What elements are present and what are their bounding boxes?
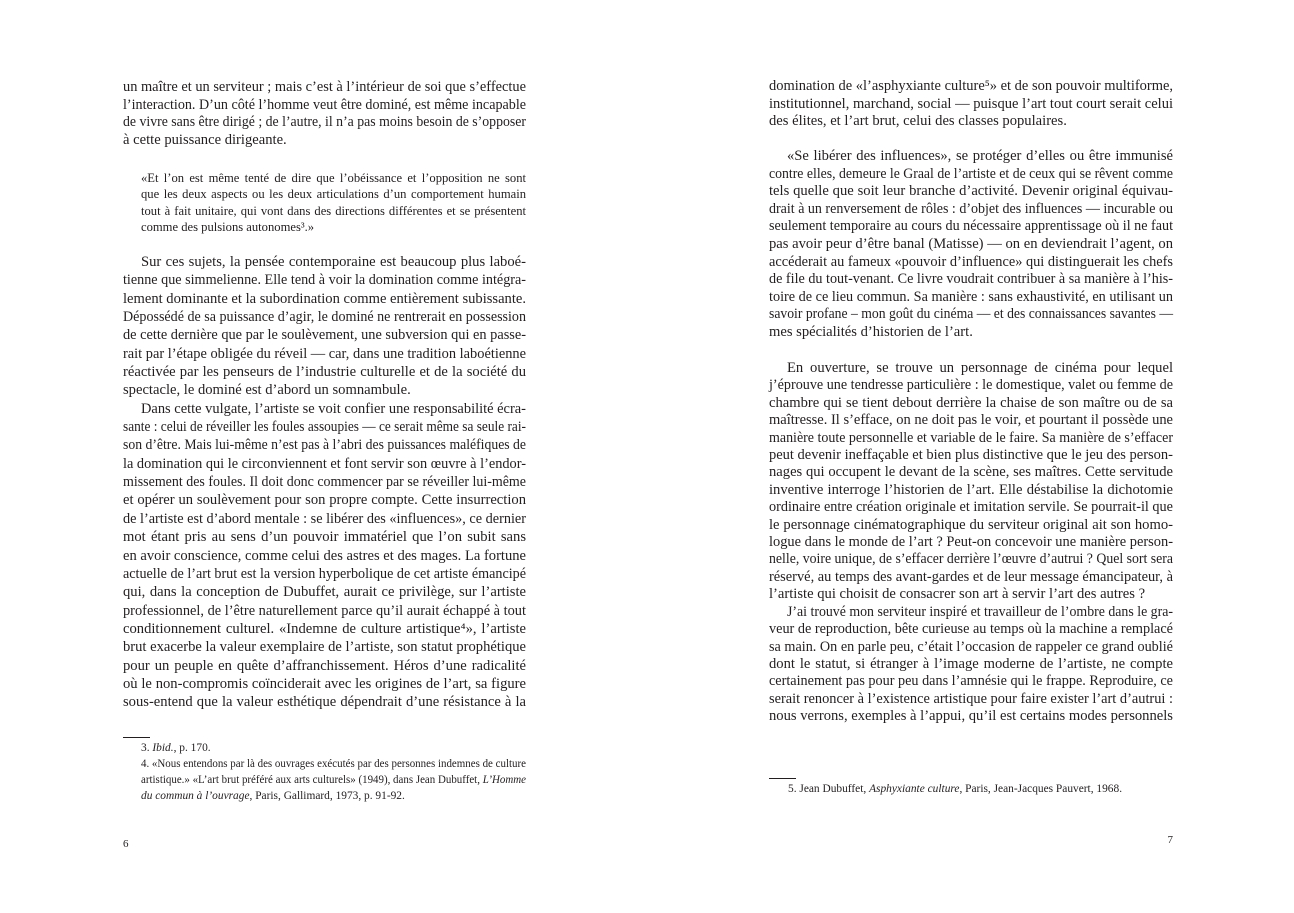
italic-title: du commun à l’ouvrage [141,790,250,802]
line-text: réactivée par les penseurs de l’industrie culturelle et de la société du [123,364,526,381]
text-line [769,113,1173,131]
text-line [123,528,526,546]
line-text: En ouverture, se trouve un personnage de cinéma pour lequel [787,360,1173,376]
text-line [123,114,526,132]
main-text [769,360,1173,726]
line-text: de l’artiste est d’abord mentale : se libérer des «influences», ce dernier [123,510,526,527]
line-text: tout à fait unitaire, qui vont dans des directions différentes et se présentent [141,203,526,218]
text-segment: , p. 170. [173,742,211,754]
text-line [769,271,1173,289]
text-line [769,218,1173,236]
line-text: certainement pas pour peu dans l’amnésie qui le frappe. Reproduire, ce [769,673,1173,690]
text-line [769,447,1173,464]
text-line [123,638,526,656]
text-line [123,620,526,638]
text-line [769,639,1173,656]
text-line [769,656,1173,673]
text-line [123,308,526,326]
text-line [123,400,526,418]
text-line [769,96,1173,114]
influences-paragraph [769,148,1173,342]
text-line [769,708,1173,725]
text-line [123,418,526,436]
line-text: accéderait au fameux «pouvoir d’influence» qui distinguerait les chefs [769,253,1173,270]
text-line [123,345,526,363]
line-text: missement des foules. Il doit donc commencer par se réveiller lui-même [123,474,526,491]
line-text: l’artiste qui choisit de consacrer son art à servir l’art des autres ? [769,586,1146,603]
text-line [123,271,526,289]
line-text: comme des pulsions autonomes³.» [141,219,315,234]
line-text: conditionnement culturel. «Indemne de culture artistique⁴», l’artiste [123,620,526,637]
line-text: nous verrons, exemples à l’appui, qu’il est certains modes personnels [769,708,1173,725]
right-page [647,0,1294,913]
text-line [123,290,526,308]
text-line [769,586,1173,603]
text-line [123,326,526,344]
text-line [769,306,1173,324]
text-segment: , Paris, Gallimard, 1973, p. 91-92. [249,790,405,802]
text-line [769,517,1173,534]
text-line [123,510,526,528]
text-line [769,430,1173,447]
line-text: et opérer un soulèvement pour son propre compte. Cette insurrection [123,492,526,509]
line-text: mot étant pris au sens d’un pouvoir immatériel que l’on subit sans [123,529,526,546]
text-line [123,436,526,454]
text-line [769,604,1173,621]
text-line [123,657,526,675]
text-line [769,78,1173,96]
text-segment: 4. «Nous entendons par là des ouvrages exécutés par des personnes indemnes de culture [141,758,526,770]
text-line [123,253,526,271]
text-line [141,170,526,186]
line-text: inventive interroge l’historien de l’art. Elle déstabilise la dichotomie [769,481,1173,498]
text-segment: 5. Jean Dubuffet, [788,783,870,795]
text-line [123,693,526,711]
italic-title: L’Homme [482,774,526,786]
text-line [123,491,526,509]
text-line [769,183,1173,201]
line-text: la domination qui le circonviennent et font servir son œuvre à l’endor- [123,455,526,472]
page-number: 7 [1167,834,1173,846]
text-line [123,455,526,473]
line-text: pour un peuple en quête d’affranchissement. Héros d’une radicalité [123,657,526,674]
text-line [769,673,1173,690]
line-text: à cette puissance dirigeante. [123,132,287,149]
line-text: tels quelle que soit leur branche d’activité. Devenir original équivau- [769,183,1173,200]
text-line [769,621,1173,638]
footnote-line [141,772,526,788]
text-line [769,482,1173,499]
text-line [769,551,1173,568]
text-line [123,363,526,381]
line-text: institutionnel, marchand, social — puisque l’art tout court serait celui [769,95,1173,112]
footnote-line [141,788,526,804]
line-text: maîtresse. Il s’efface, on ne doit pas le voir, et pourtant il possède une [769,412,1173,429]
line-text: actuelle de l’art brut est la version hyperbolique de cet artiste émancipé [123,565,526,582]
line-text: Dépossédé de sa puissance d’agir, le dominé ne rentrerait en possession [123,309,526,326]
page-number: 6 [123,838,129,850]
line-text: pas avoir peur d’être banal (Matisse) — on en deviendrait l’agent, on [769,235,1173,252]
line-text: veur de reproduction, bête curieuse au temps où la machine a remplacé [769,621,1173,638]
footnote-line [141,740,526,756]
line-text: seulement temporaire au cours du nécessaire apprentissage où il ne faut [769,218,1173,235]
line-text [141,756,526,772]
opening-paragraph [123,79,526,150]
text-line [769,464,1173,481]
line-text: de file du tout-venant. Ce livre voudrait contribuer à sa manière à l’his- [769,271,1173,288]
line-text: contre elles, demeure le Graal de l’artiste et de ceux qui se rêvent comme [769,165,1173,182]
text-line [769,360,1173,377]
line-text [788,781,1122,797]
text-line [123,79,526,97]
line-text: brut exacerbe la valeur exemplaire de l’artiste, son statut prophétique [123,639,526,656]
text-line [769,166,1173,184]
text-line [769,289,1173,307]
line-text: «Se libérer des influences», se protéger d’elles ou être immunisé [787,148,1173,164]
line-text [141,772,526,788]
line-text: que les deux aspects ou les deux articulations d’un comportement humain [141,187,526,202]
line-text: drait à un renversement de rôles : d’objet des influences — incurable ou [769,200,1173,217]
line-text: le personnage cinématographique du serviteur original ait son homo- [769,516,1173,533]
line-text: de cette dernière que par le soulèvement, une subversion qui en passe- [123,327,526,344]
footnote-rule [123,737,150,738]
text-line [141,186,526,202]
text-line [769,236,1173,254]
line-text: «Et l’on est même tenté de dire que l’obéissance et l’opposition ne sont [141,171,526,185]
line-text: qui, dans la conception de Dubuffet, aurait ce privilège, sur l’artiste [123,584,526,601]
text-line [769,395,1173,412]
line-text: de vivre sans être dirigé ; de l’autre, il n’a pas moins besoin de s’opposer [123,114,526,131]
text-line [769,534,1173,551]
line-text: savoir profane – mon goût du cinéma — et des connaissances savantes — [769,306,1173,323]
block-quote [141,170,526,235]
line-text: sa main. On en parle peu, c’était l’occasion de rappeler ce grand oublié [769,638,1173,655]
text-line [769,254,1173,272]
line-text: logue dans le monde de l’art ? Peut-on concevoir une manière person- [769,534,1173,551]
italic-title: Ibid. [152,742,174,754]
line-text: nelle, voire unique, de s’effacer derrière l’œuvre d’autrui ? Quel sort sera [769,551,1173,568]
line-text: ordinaire entre création originale et imitation servile. Se pourrait-il que [769,499,1173,516]
line-text: toire de ce lieu commun. Sa manière : sans exhaustivité, en utilisant un [769,288,1173,305]
footnote-line [141,756,526,772]
line-text: j’éprouve une tendresse particulière : le domestique, valet ou femme de [769,377,1173,394]
text-line [123,473,526,491]
text-line [769,499,1173,516]
line-text: sante : celui de réveiller les foules assoupies — ce serait même sa seule rai- [123,419,526,436]
line-text [141,740,211,756]
line-text: Sur ces sujets, la pensée contemporaine est beaucoup plus laboé- [141,254,526,270]
line-text: serait renoncer à l’existence artistique pour faire exister l’art d’autrui : [769,690,1173,707]
text-line [123,132,526,150]
line-text: mes spécialités d’historien de l’art. [769,323,973,340]
text-line [769,412,1173,429]
text-line [141,219,526,235]
line-text: peut devenir ineffaçable et bien plus distinctive que le jeu des person- [769,447,1173,464]
line-text: manière toute personnelle et variable de le faire. Sa manière de s’effacer [769,429,1173,446]
footnotes [788,781,1173,797]
line-text: J’ai trouvé mon serviteur inspiré et travailleur de l’ombre dans le gra- [787,603,1173,620]
footnote-rule [769,778,796,779]
line-text: sous-entend que la valeur esthétique dépendrait d’une résistance à la [123,694,526,711]
text-segment: artistique.» «L’art brut préféré aux arts culturels» (1949), dans Jean Dubuffet, [141,774,483,786]
text-line [769,201,1173,219]
main-text [123,253,526,712]
text-line [123,675,526,693]
text-segment: 3. [141,742,153,754]
line-text: Dans cette vulgate, l’artiste se voit confier une responsabilité écra- [141,400,526,417]
line-text: où le non-compromis coïnciderait avec les origines de l’art, sa figure [123,675,526,692]
line-text [141,788,405,804]
opening-paragraph [769,78,1173,131]
text-line [769,569,1173,586]
text-line [123,547,526,565]
footnote-line [788,781,1173,797]
text-line [123,381,526,399]
line-text: l’interaction. D’un côté l’homme veut être dominé, est même incapable [123,96,526,113]
line-text: tienne que simmelienne. Elle tend à voir la domination comme intégra- [123,272,526,289]
text-segment: , Paris, Jean-Jacques Pauvert, 1968. [959,783,1123,795]
text-line [123,583,526,601]
line-text: nages qui occupent le devant de la scène, ses maîtres. Cette servitude [769,464,1173,481]
line-text: domination de «l’asphyxiante culture⁵» et de son pouvoir multiforme, [769,78,1173,94]
text-line [123,602,526,620]
line-text: chambre qui se tient debout derrière la chaise de son maître ou de sa [769,394,1173,411]
text-line [123,97,526,115]
text-line [769,377,1173,394]
line-text: en avoir conscience, comme celui des astres et des mages. La fortune [123,547,526,564]
line-text: des élites, et l’art brut, celui des classes populaires. [769,113,1067,129]
footnotes [141,740,526,804]
text-line [769,324,1173,342]
text-line [769,148,1173,166]
text-line [141,203,526,219]
line-text: un maître et un serviteur ; mais c’est à l’intérieur de soi que s’effectue [123,79,526,95]
italic-title: Asphyxiante culture [869,783,960,795]
line-text: rait par l’étape obligée du réveil — car, dans une tradition laboétienne [123,345,526,362]
line-text: son d’être. Mais lui-même n’est pas à l’abri des puissances maléfiques de [123,437,526,454]
line-text: professionnel, de l’être naturellement parce qu’il aurait échappé à tout [123,602,526,619]
line-text: réservé, au temps des avant-gardes et de leur message émancipateur, à [769,568,1173,585]
line-text: lement dominante et la subordination comme entièrement subissante. [123,290,526,307]
line-text: dont le statut, si étranger à l’image moderne de l’artiste, ne compte [769,655,1173,672]
text-line [123,565,526,583]
line-text: spectacle, le dominé est d’abord un somnambule. [123,382,411,399]
text-line [769,691,1173,708]
